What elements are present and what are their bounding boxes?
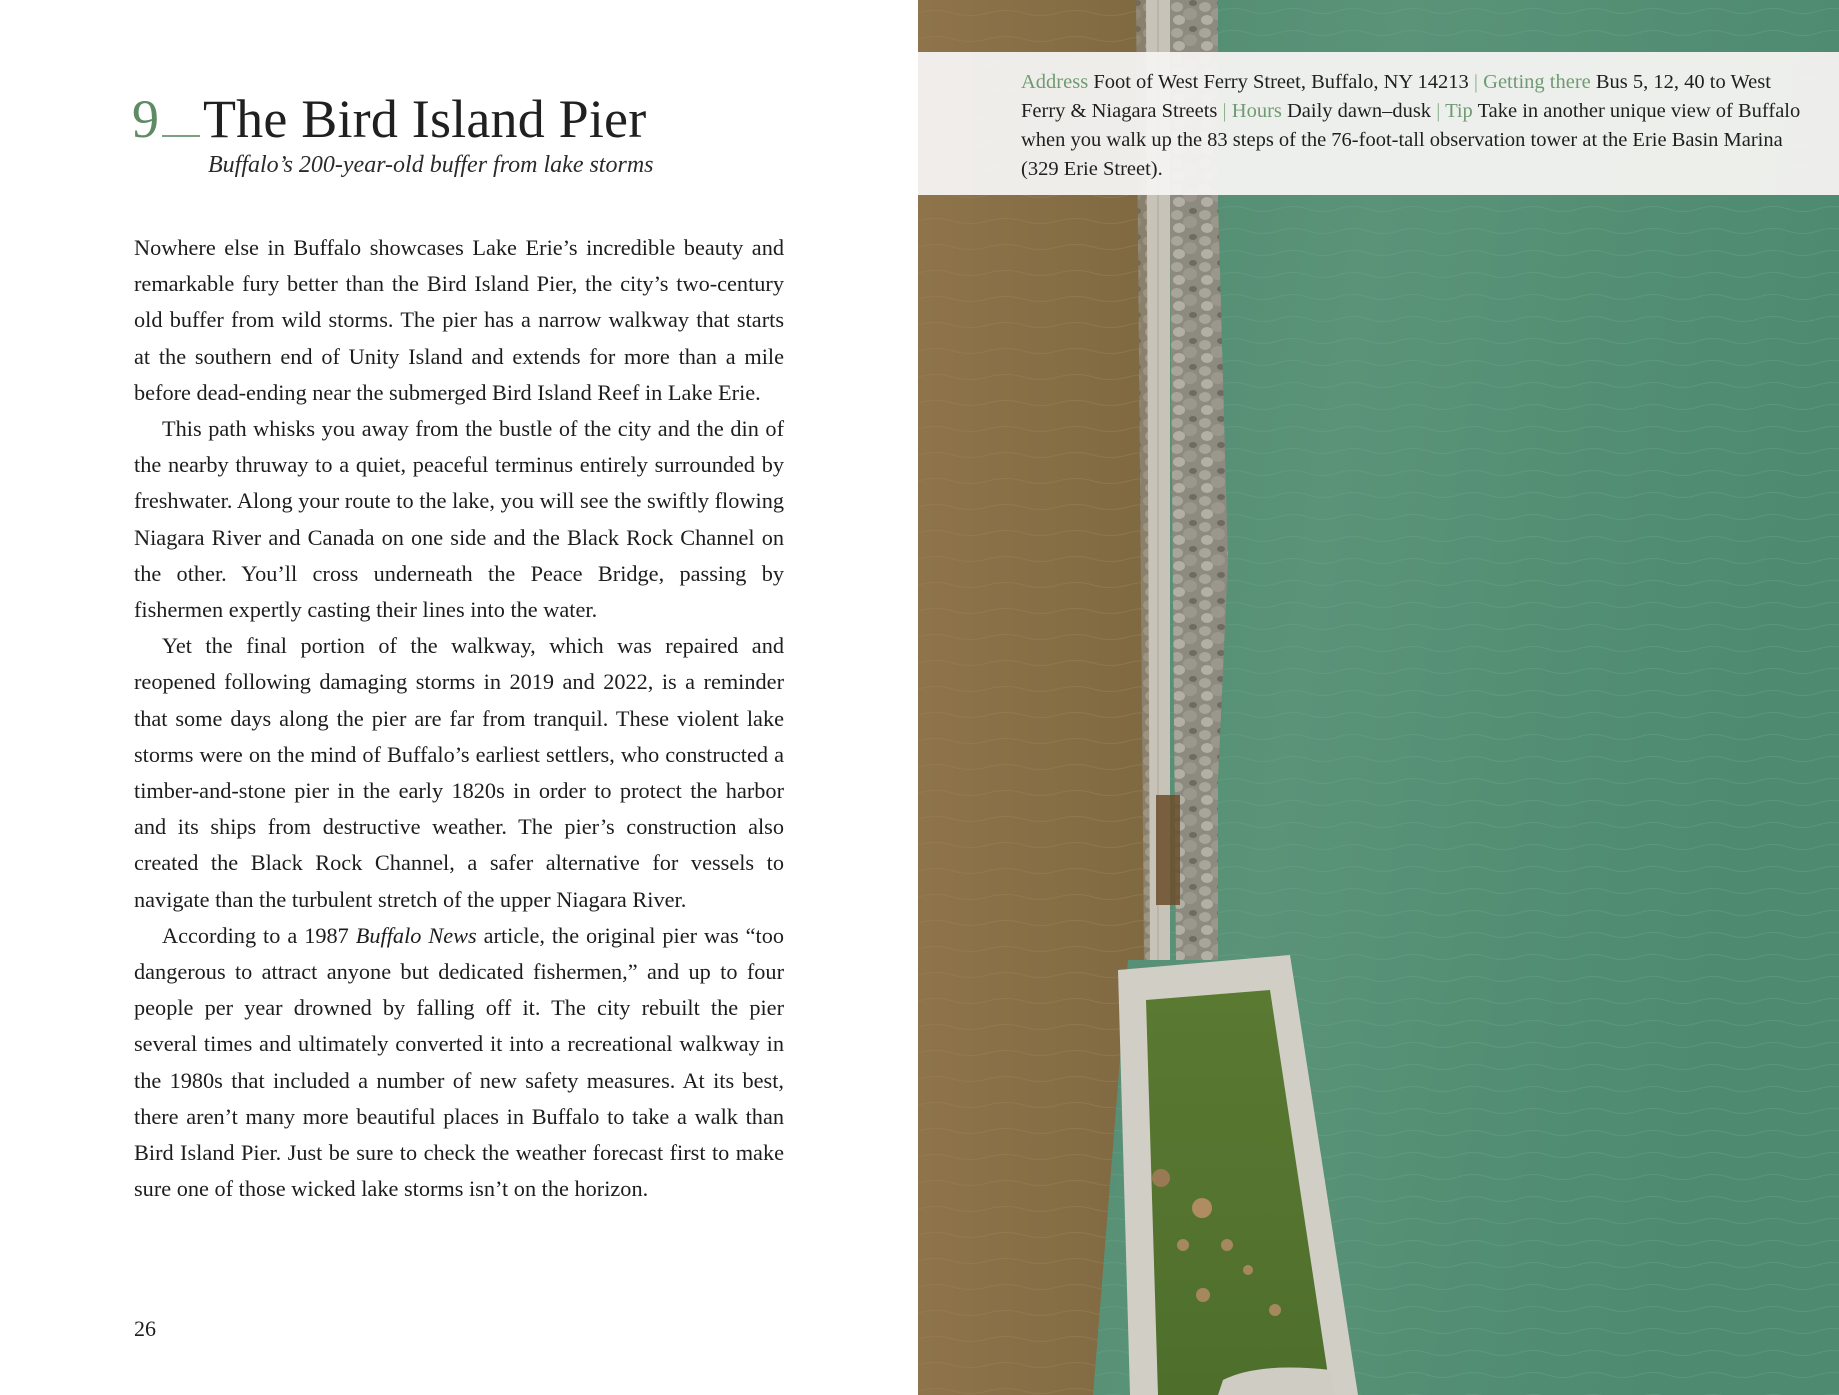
title-rule — [162, 135, 200, 137]
tip-label: Tip — [1445, 100, 1473, 122]
separator: | — [1473, 71, 1479, 93]
tip-value: Take in another unique view of Buffalo when you walk up the 83 steps of the 76-foot-tall observation tower at the Erie Basin Marina (329 Erie Street). — [1021, 100, 1801, 180]
left-page — [0, 0, 918, 1395]
info-box — [918, 52, 1839, 195]
aerial-pier-photo — [918, 0, 1839, 1395]
getting-there-value: Bus 5, 12, 40 to West Ferry & Niagara Streets — [1021, 71, 1771, 122]
page-number: 26 — [134, 1316, 156, 1341]
paragraph-4-start: According to a 1987 — [162, 922, 356, 948]
info-text — [1021, 68, 1816, 184]
hours-value: Daily dawn–dusk — [1287, 100, 1432, 122]
paragraph-1: Nowhere else in Buffalo showcases Lake Erie’s incredible beauty and remarkable fury better than the Bird Island Pier, the city’s two-century old buffer from wild storms. The pier has a narrow walkway that starts at the southern end of Unity Island and extends for more than a mile before dead-ending near the submerged Bird Island Reef in Lake Erie. — [134, 235, 784, 405]
paragraph-3: Yet the final portion of the walkway, which was repaired and reopened following damaging storms in 2019 and 2022, is a reminder that some days along the pier are far from tranquil. These violent lake storms were on the mind of Buffalo’s earliest settlers, who constructed a timber-and-stone pier in the early 1820s in order to protect the harbor and its ships from destructive weather. The pier’s construction also created the Black Rock Channel, a safer alternative for vessels to navigate than the turbulent stretch of the upper Niagara River. — [134, 633, 784, 912]
publication-name: Buffalo News — [355, 922, 477, 948]
getting-there-label: Getting there — [1483, 71, 1591, 93]
page-title: The Bird Island Pier — [203, 89, 647, 149]
body-text — [134, 230, 784, 1207]
subtitle: Buffalo’s 200-year-old buffer from lake storms — [208, 152, 654, 178]
right-page — [918, 0, 1839, 1395]
separator: | — [1436, 100, 1441, 122]
chapter-number: 9 — [132, 89, 159, 149]
hours-label: Hours — [1231, 100, 1282, 122]
separator: | — [1222, 100, 1227, 122]
chapter-heading — [132, 88, 646, 150]
paragraph-4 — [134, 918, 784, 1208]
address-value: Foot of West Ferry Street, Buffalo, NY 14213 — [1093, 71, 1469, 93]
address-label: Address — [1021, 71, 1089, 93]
paragraph-2: This path whisks you away from the bustle of the city and the din of the nearby thruway to a quiet, peaceful terminus entirely surrounded by freshwater. Along your route to the lake, you will see the swiftly flowing Niagara River and Canada on one side and the Black Rock Channel on the other. You’ll cross underneath the Peace Bridge, passing by fishermen expertly casting their lines into the water. — [134, 416, 784, 623]
paragraph-4-rest: article, the original pier was “too dangerous to attract anyone but dedicated fishermen,” and up to four people per year drowned by falling off it. The city rebuilt the pier several times and ultimately converted it into a recreational walkway in the 1980s that included a number of new safety measures. At its best, there aren’t many more beautiful places in Buffalo to take a walk than Bird Island Pier. Just be sure to check the weather forecast first to make sure one of those wicked lake storms isn’t on the horizon. — [134, 922, 784, 1202]
